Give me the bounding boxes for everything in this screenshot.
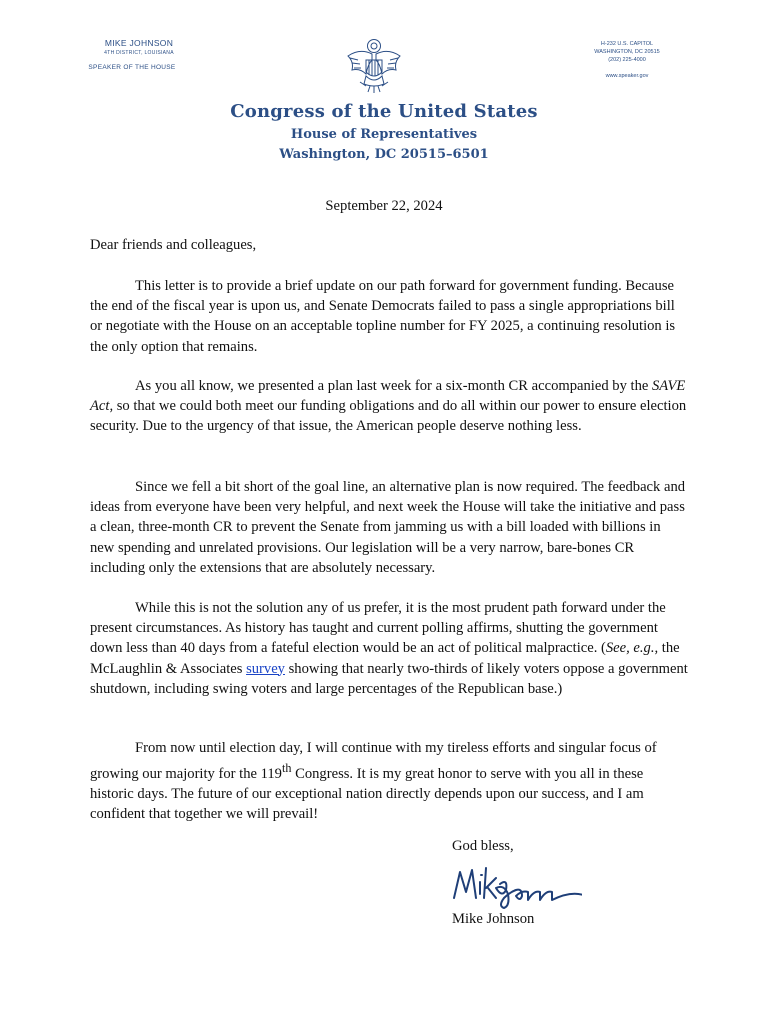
paragraph-4-text-end: showing that nearly two-thirds of likely voters oppose a government shutdown, including swing voters and large percentages of the Republican base.) [90, 660, 688, 697]
paragraph-3-text: Since we fell a bit short of the goal line, an alternative plan is now required. The feedback and ideas from everyone have been very helpful, and next week the House will take the initiative and pass a clean, three-month CR to prevent the Senate from jamming us with a bill loaded with billions in new spending and unrelated provisions. Our legislation will be a very narrow, bare-bones CR including only the extensions that are absolutely necessary. [90, 479, 686, 576]
letterhead-phone: (202) 225-4000 [608, 57, 646, 63]
survey-link[interactable]: survey [246, 660, 285, 677]
paragraph-1 [90, 276, 688, 357]
letterhead-name: MIKE JOHNSON [104, 38, 174, 48]
letter-date: September 22, 2024 [325, 198, 443, 214]
see-eg-italic: See, e.g., [605, 640, 659, 657]
letterhead-city: Washington, DC 20515–6501 [279, 147, 489, 162]
paragraph-2 [90, 376, 688, 437]
paragraph-4-text-start: While this is not the solution any of us prefer, it is the most prudent path forward under the present circumstances. As history has taught and current polling affirms, shutting the government down less than 40 days from a fateful election would be an act of political malpractice. ( [90, 600, 666, 657]
letterhead-address-line1: H-232 U.S. CAPITOL [600, 41, 654, 47]
handwritten-signature [448, 858, 582, 910]
letterhead-address-line2: WASHINGTON, DC 20515 [594, 49, 660, 55]
paragraph-3 [90, 477, 688, 578]
letterhead-right-block [572, 40, 682, 80]
paragraph-4-text-mid: the McLaughlin & Associates [90, 640, 680, 677]
paragraph-5-text-end: Congress. It is my great honor to serve with you all in these historic days. The future of our exceptional nation directly depends upon our success, and I am confident that together we will prevail! [90, 766, 644, 823]
paragraph-5 [90, 738, 688, 825]
ordinal-superscript: th [281, 761, 292, 776]
letterhead-congress: Congress of the United States [230, 101, 538, 122]
letterhead-website: www.speaker.gov [605, 73, 649, 79]
paragraph-1-text: This letter is to provide a brief update on our path forward for government funding. Because the end of the fiscal year is upon us, and Senate Democrats failed to pass a single appropriations bill or negotiate with the House on an acceptable topline number for FY 2025, a continuing resolution is the only option that remains. [90, 278, 676, 355]
signer-name: Mike Johnson [452, 911, 535, 927]
letterhead-house: House of Representatives [290, 127, 478, 142]
letterhead-left-block [64, 38, 214, 71]
save-act-italic: SAVE Act, [90, 378, 686, 415]
paragraph-5-text-start: From now until election day, I will continue with my tireless efforts and singular focus of growing our majority for the 119 [90, 740, 657, 783]
letterhead-title: SPEAKER OF THE HOUSE [88, 64, 176, 71]
letter-salutation: Dear friends and colleagues, [90, 237, 257, 253]
paragraph-2-text-start: As you all know, we presented a plan last week for a six-month CR accompanied by the [135, 378, 652, 394]
paragraph-2-text-end: so that we could both meet our funding obligations and do all within our power to ensure election security. Due to the urgency of that issue, the American people deserve nothing less. [90, 398, 687, 435]
paragraph-4 [90, 598, 688, 699]
letter-closing: God bless, [452, 838, 514, 854]
great-seal-eagle-icon [344, 38, 404, 94]
letterhead-district: 4TH DISTRICT, LOUISIANA [104, 50, 174, 56]
